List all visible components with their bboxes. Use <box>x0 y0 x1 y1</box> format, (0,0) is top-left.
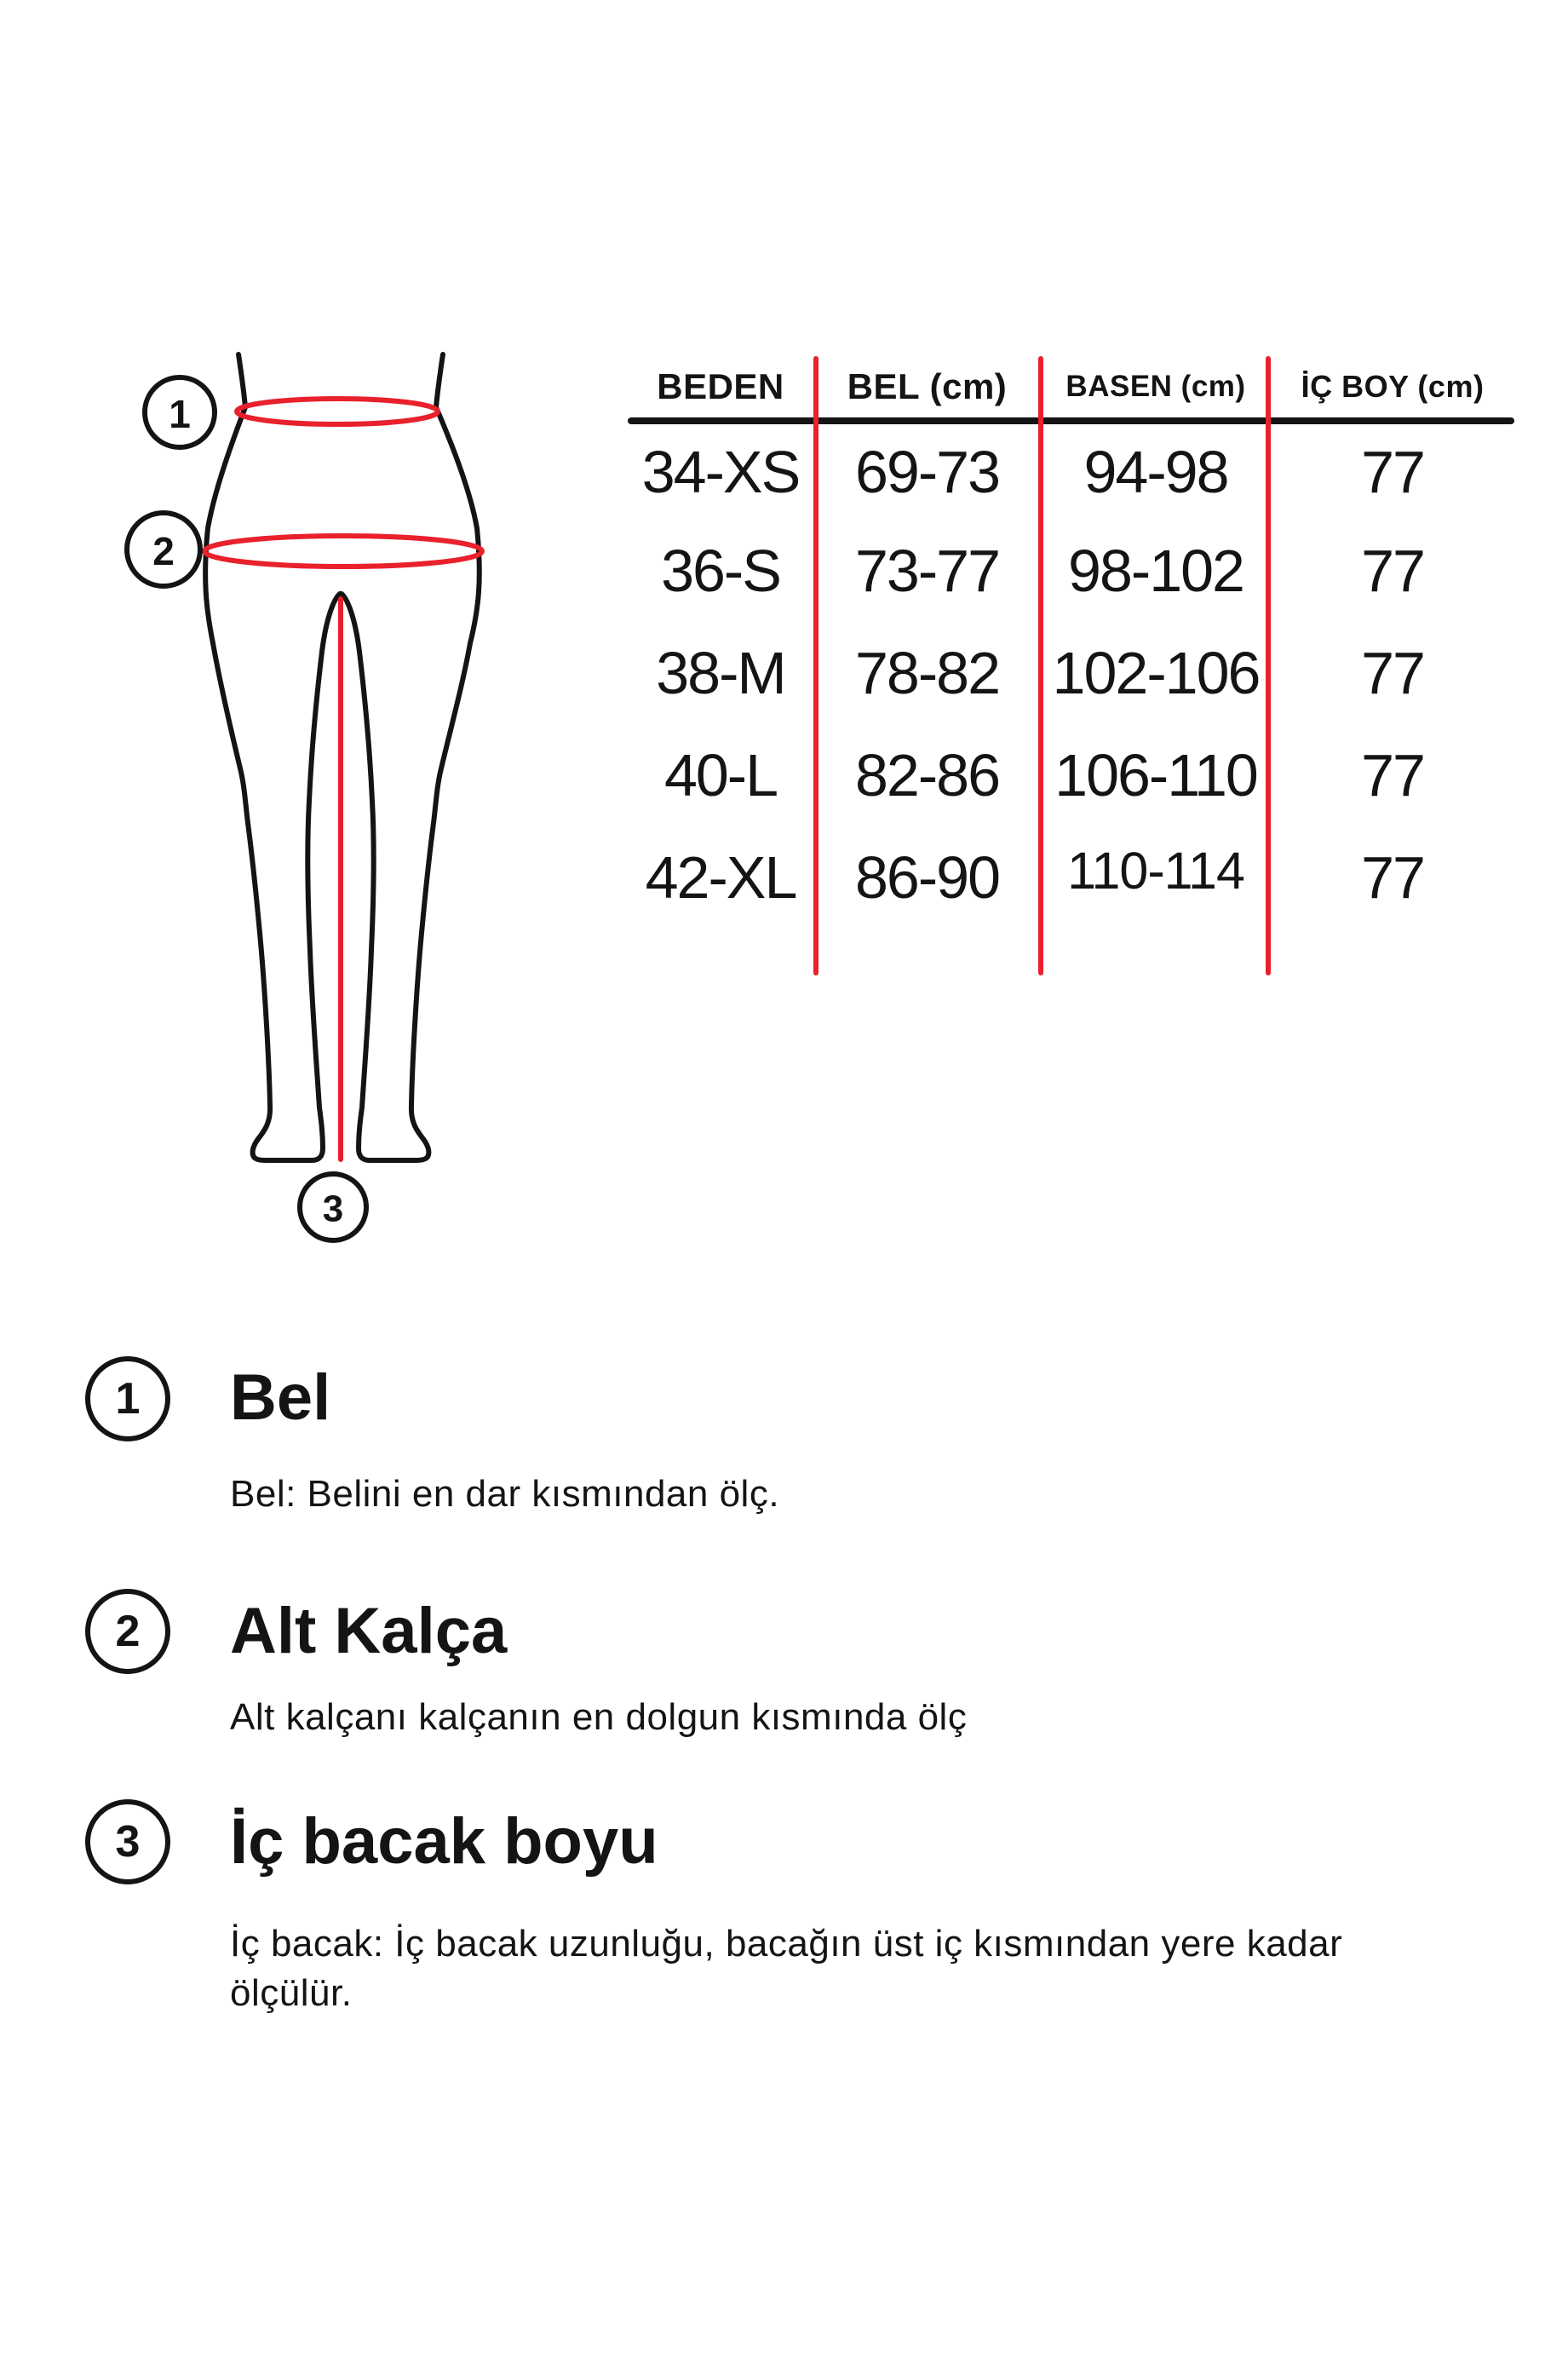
table-cell-ic-boy: 77 <box>1361 640 1424 706</box>
table-cell-ic-boy: 77 <box>1361 438 1424 505</box>
section-2-description: Alt kalçanı kalçanın en dolgun kısmında ölç <box>230 1696 968 1738</box>
section-1-badge <box>85 1356 170 1441</box>
table-cell-bel: 78-82 <box>854 640 1000 706</box>
table-cell-ic-boy: 77 <box>1361 844 1424 911</box>
size-table <box>628 349 1514 984</box>
table-header-bel: BEL (cm) <box>847 365 1008 406</box>
table-cell-size: 34-XS <box>641 438 800 505</box>
table-cell-bel: 82-86 <box>854 742 1000 808</box>
table-cell-bel: 73-77 <box>854 538 1000 604</box>
table-header-basen: BASEN (cm) <box>1065 369 1246 403</box>
table-cell-basen: 110-114 <box>1067 842 1244 900</box>
section-1-description: Bel: Belini en dar kısmından ölç. <box>230 1473 780 1515</box>
section-2-badge-number: 2 <box>115 1607 141 1656</box>
section-2-title: Alt Kalça <box>230 1595 508 1667</box>
table-cell-bel: 86-90 <box>854 844 1000 911</box>
section-3-description: İç bacak: İç bacak uzunluğu, bacağın üst iç kısmından yere kadar ölçülür. <box>230 1923 1343 2014</box>
left-leg-outline <box>205 354 340 1160</box>
table-cell-basen: 98-102 <box>1068 538 1243 604</box>
marker-1-label: 1 <box>169 392 191 436</box>
table-cell-basen: 106-110 <box>1054 742 1257 808</box>
section-3-badge <box>85 1799 170 1884</box>
table-header-beden: BEDEN <box>657 365 784 406</box>
section-3-badge-number: 3 <box>115 1817 141 1867</box>
waist-measure-ellipse <box>237 399 438 424</box>
table-cell-size: 38-M <box>656 640 785 706</box>
section-2-badge <box>85 1589 170 1674</box>
table-cell-size: 36-S <box>661 538 780 604</box>
right-leg-outline <box>342 354 480 1160</box>
table-cell-size: 40-L <box>663 742 778 808</box>
table-cell-basen: 94-98 <box>1083 438 1228 505</box>
table-cell-basen: 102-106 <box>1052 640 1260 706</box>
section-1-title: Bel <box>230 1361 331 1434</box>
section-3-title: İç bacak boyu <box>230 1805 658 1878</box>
table-cell-size: 42-XL <box>645 844 796 911</box>
pants-measurement-figure <box>85 324 562 1278</box>
section-1-badge-number: 1 <box>115 1374 141 1424</box>
hip-measure-ellipse <box>204 536 482 567</box>
table-cell-ic-boy: 77 <box>1361 742 1424 808</box>
table-cell-ic-boy: 77 <box>1361 538 1424 604</box>
table-cell-bel: 69-73 <box>854 438 1000 505</box>
marker-3-label: 3 <box>322 1188 344 1230</box>
marker-2-label: 2 <box>152 529 175 573</box>
table-header-ic-boy: İÇ BOY (cm) <box>1301 368 1485 404</box>
